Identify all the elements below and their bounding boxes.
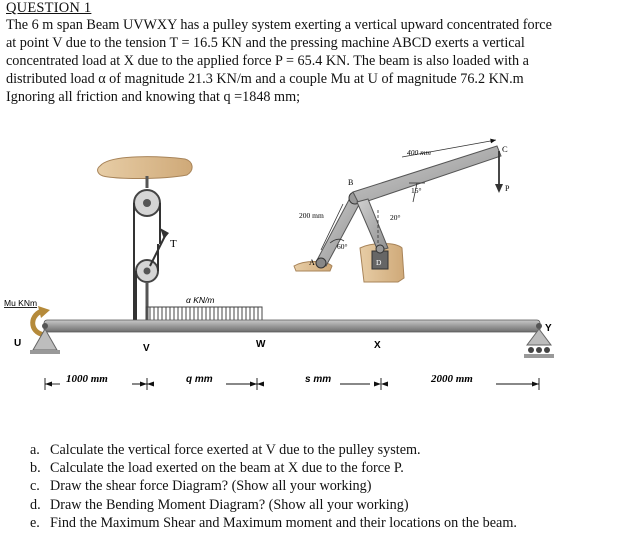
- dist-load-label: α KN/m: [186, 295, 215, 305]
- label-T: T: [170, 238, 177, 250]
- dim-1000mm: 1000 mm: [66, 373, 108, 385]
- label-W: W: [256, 339, 266, 350]
- list-item: a. Calculate the vertical force exerted at V due to the pulley system.: [30, 442, 421, 458]
- label-U: U: [14, 338, 22, 349]
- problem-line: concentrated load at X due to the applied force P = 65.4 KN. The beam is also loaded with a: [6, 53, 529, 69]
- moment-label: Mu KNm: [4, 298, 38, 308]
- list-item: c. Draw the shear force Diagram? (Show all your working): [30, 478, 372, 495]
- problem-line: The 6 m span Beam UVWXY has a pulley system exerting a vertical upward concentrated force: [6, 17, 552, 33]
- angle-15: 15°: [411, 186, 422, 195]
- ceiling-support: [98, 157, 192, 179]
- dim-s-mm: s mm: [305, 374, 332, 385]
- problem-line: at point V due to the tension T = 16.5 KN and the pressing machine ABCD exerts a vertical: [6, 35, 525, 51]
- force-P-arrow-icon: [495, 184, 503, 193]
- problem-statement: [6, 16, 574, 106]
- list-item: b. Calculate the load exerted on the beam at X due to the force P.: [30, 460, 404, 477]
- label-X: X: [374, 340, 381, 351]
- question-heading: QUESTION 1: [6, 0, 92, 16]
- dim-200: 200 mm: [299, 211, 324, 220]
- tension-arrow-icon: [160, 228, 169, 239]
- label-Y: Y: [545, 323, 552, 334]
- beam-figure: [0, 126, 636, 406]
- label-D: D: [376, 258, 382, 267]
- problem-line: distributed load α of magnitude 21.3 KN/m and a couple Mu at U of magnitude 76.2 KN.m: [6, 71, 524, 87]
- label-B: B: [348, 178, 354, 187]
- problem-line: Ignoring all friction and knowing that q =1848 mm;: [6, 89, 301, 105]
- angle-20: 20°: [390, 213, 401, 222]
- label-C: C: [502, 144, 508, 154]
- label-P: P: [505, 184, 510, 193]
- pressing-machine: [294, 140, 503, 282]
- beam-UVWXY: [44, 320, 540, 332]
- list-item: d. Draw the Bending Moment Diagram? (Show all your working): [30, 496, 409, 513]
- list-item: e. Find the Maximum Shear and Maximum moment and their locations on the beam.: [30, 514, 517, 531]
- question-list: [30, 441, 630, 532]
- pulley-system: [134, 176, 169, 327]
- label-V: V: [143, 343, 150, 354]
- dim-q-mm: q mm: [186, 374, 213, 385]
- label-A: A: [309, 258, 315, 267]
- dim-2000mm: 2000 mm: [431, 373, 473, 385]
- distributed-load-block: [146, 307, 262, 321]
- dim-400: 400 mm: [407, 148, 431, 157]
- distributed-load-hatch: [150, 307, 258, 321]
- angle-60: 60°: [337, 242, 348, 251]
